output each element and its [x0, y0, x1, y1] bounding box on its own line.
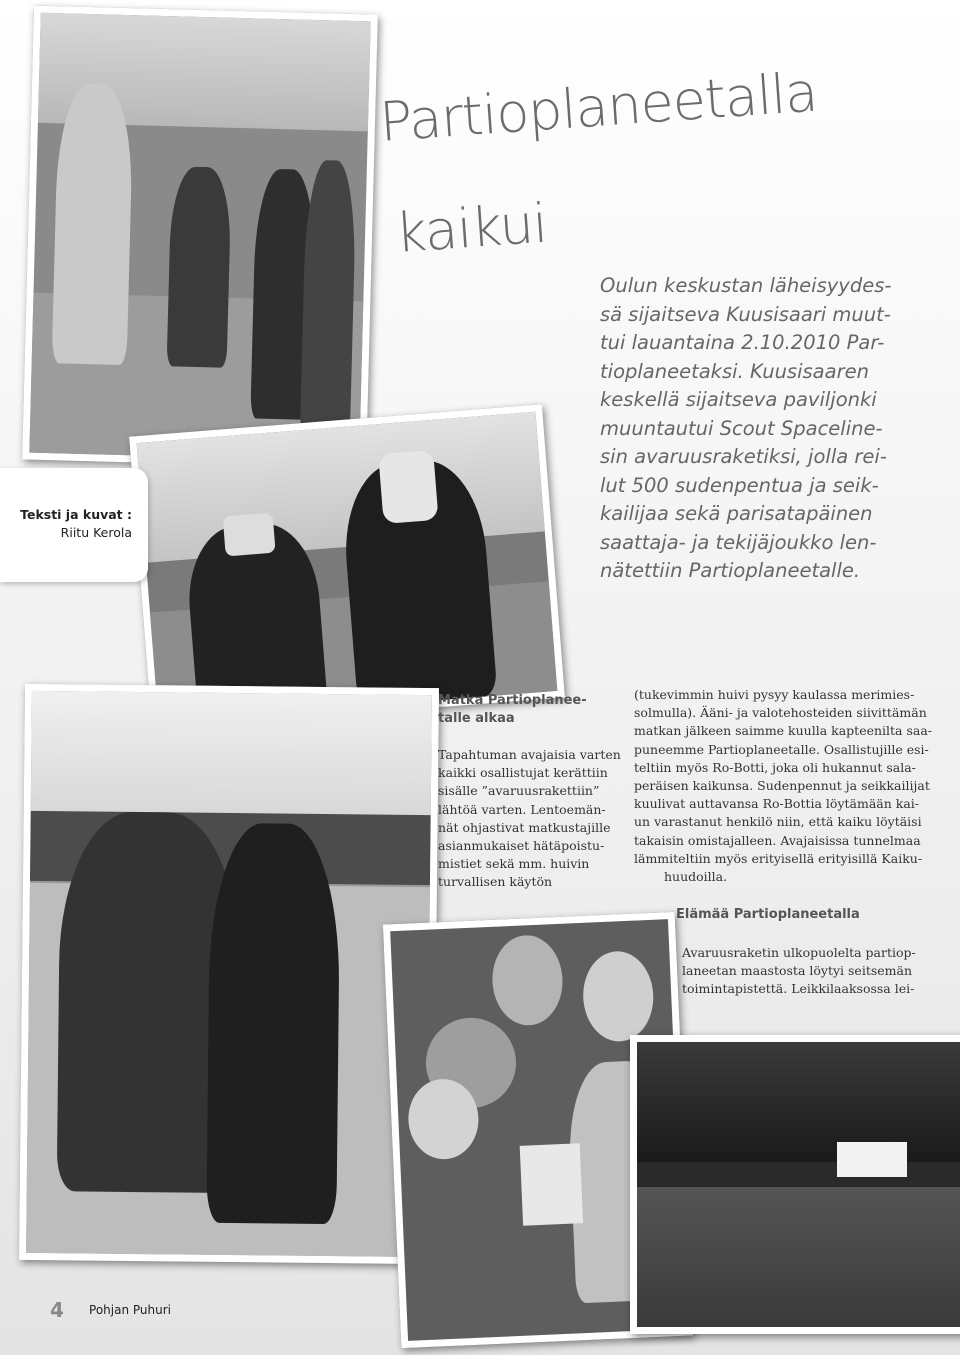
byline-label: Teksti ja kuvat : — [20, 507, 132, 522]
body-line: laneetan maastosta löytyi seitsemän — [682, 963, 913, 979]
article-title — [377, 60, 827, 266]
page-footer — [50, 1298, 171, 1322]
lead-line: muuntautui Scout Spaceline- — [600, 416, 883, 440]
photo-masked-figures — [129, 404, 565, 730]
lead-line: sin avaruusraketiksi, jolla rei- — [600, 445, 887, 468]
body-line: toimintapistettä. Leikkilaaksossa lei- — [682, 981, 915, 997]
lead-line: keskellä sijaitseva paviljonki — [600, 388, 877, 411]
body-line: lähtöä varten. Lentoemän- — [438, 801, 606, 817]
lead-line: tui lauantaina 2.10.2010 Par- — [600, 331, 885, 354]
section-heading — [438, 692, 604, 728]
heading-line: talle alkaa — [438, 711, 515, 726]
lead-line: tioplaneetaksi. Kuusisaaren — [600, 359, 869, 383]
body-line: kaikki osallistujat kerättiin — [438, 765, 608, 781]
photo-pavilion-crowd — [630, 1035, 960, 1334]
body-line: Tapahtuman avajaisia varten — [438, 747, 621, 762]
body-line: mistiet sekä mm. huivin — [438, 856, 590, 872]
title-line-1: Partioplaneetalla — [377, 60, 820, 154]
body-line: nät ohjastivat matkustajille — [438, 819, 611, 835]
title-line-2: kaikui — [393, 191, 549, 266]
article-column-2 — [634, 686, 934, 886]
photo-scouts-tent — [22, 6, 378, 469]
body-line: turvallisen käytön — [438, 874, 553, 890]
body-line: lämmiteltiin myös erityisellä erityisillä Kaiku- — [634, 850, 923, 866]
body-line: Avaruusraketin ulkopuolelta partiop- — [682, 945, 916, 960]
photo-flight-attendants — [19, 684, 439, 1264]
byline-author: Riitu Kerola — [60, 525, 132, 540]
body-line: huudoilla. — [664, 869, 728, 885]
section-body — [438, 746, 621, 892]
body-line: kuulivat auttavansa Ro-Bottia löytämään kai- — [634, 796, 920, 812]
byline-box — [0, 468, 148, 582]
section-elamaa-body — [682, 944, 932, 999]
lead-line: sä sijaitseva Kuusisaari muut- — [600, 302, 891, 326]
heading-line: Matka Partioplanee- — [438, 693, 587, 708]
body-line: un varastanut henkilö niin, että kaiku löytäisi — [634, 814, 922, 830]
section-elamaa-heading: Elämää Partioplaneetalla — [676, 907, 860, 922]
body-line: takaisin omistajalleen. Avajaisissa tunnelmaa — [634, 832, 921, 848]
body-line: (tukevimmin huivi pysyy kaulassa merimies- — [634, 687, 915, 702]
body-line: teltiin myös Ro-Botti, joka oli hukannut sala- — [634, 759, 916, 775]
section-matka — [438, 692, 621, 892]
lead-line: kailijaa sekä parisatapäinen — [600, 502, 873, 525]
lead-line: nätettiin Partioplaneetalle. — [600, 559, 861, 582]
lead-paragraph — [600, 272, 940, 586]
body-line: matkan jälkeen saimme kuulla kapteenilta saa- — [634, 723, 933, 739]
magazine-name: Pohjan Puhuri — [89, 1303, 171, 1317]
lead-line: lut 500 sudenpentua ja seik- — [600, 473, 879, 497]
body-line: solmulla). Ääni- ja valotehosteiden siivittämän — [634, 705, 927, 721]
body-line: peräisen kaikunsa. Sudenpennut ja seikkailijat — [634, 778, 930, 794]
body-line: puneemme Partioplaneetalle. Osallistujille esi- — [634, 741, 929, 757]
page-number: 4 — [50, 1298, 64, 1322]
body-line: asianmukaiset hätäpoistu- — [438, 838, 605, 854]
lead-line: Oulun keskustan läheisyydes- — [600, 274, 892, 297]
lead-line: saattaja- ja tekijäjoukko len- — [600, 530, 877, 554]
body-line: sisälle ”avaruusrakettiin” — [438, 783, 600, 799]
